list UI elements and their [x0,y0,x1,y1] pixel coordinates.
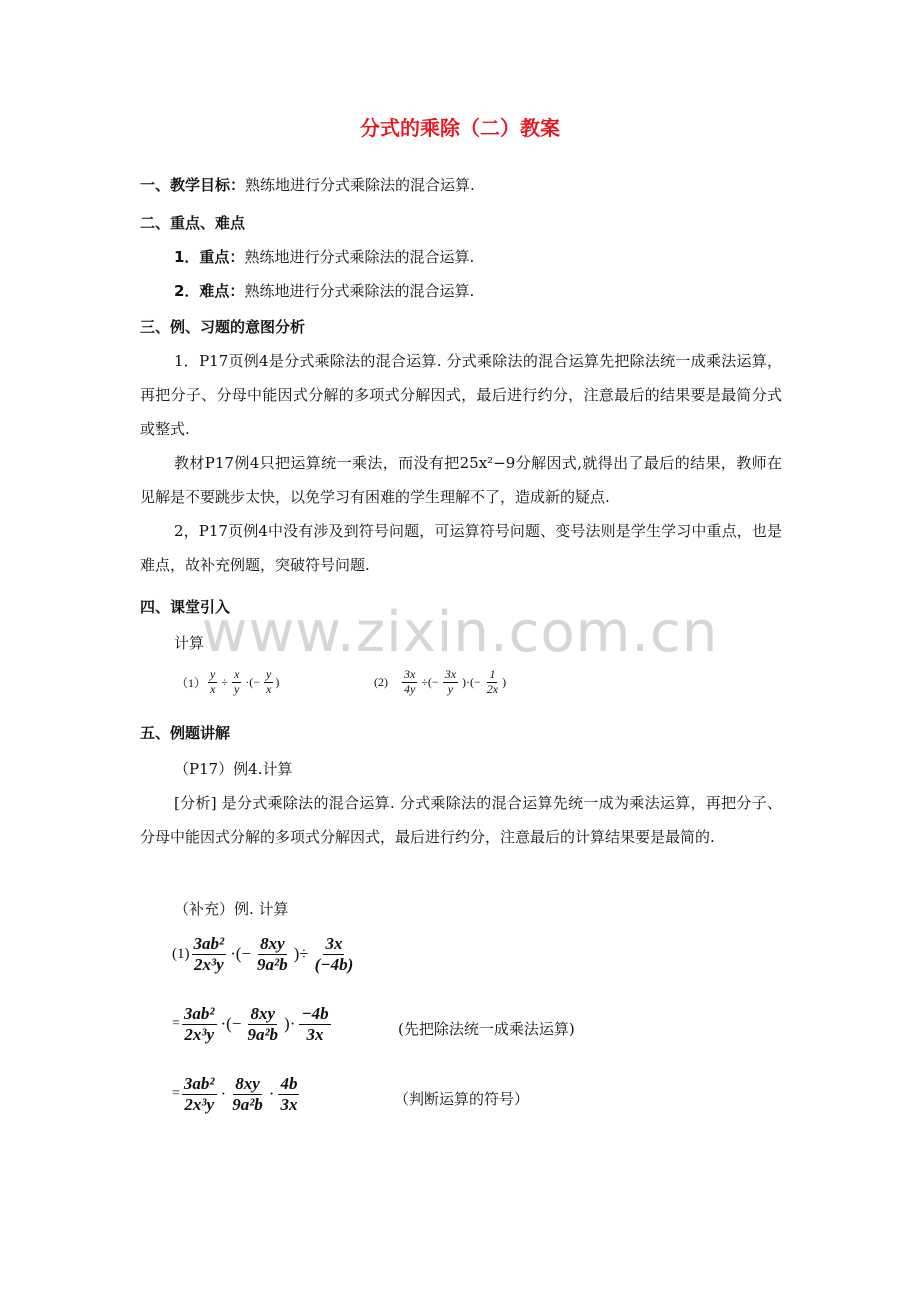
denominator: x [266,681,272,696]
operator: ÷ [221,674,228,689]
solution-step-3 [172,1074,301,1114]
operator: ·(− [220,1014,242,1034]
section-heading: 一、教学目标： [140,176,246,194]
operator: · [220,1084,227,1104]
operator: ÷(− [421,674,439,689]
fraction [182,1074,217,1114]
denominator: 9a²b [247,1024,279,1044]
operator: )· [284,1014,296,1034]
section-objectives [140,174,475,195]
numerator: 8xy [260,934,285,953]
intro-question-2 [374,668,506,697]
operator: )·(− [462,674,481,689]
fraction [443,668,458,697]
denominator: 2x³y [184,1094,215,1114]
fraction [230,1074,265,1114]
item-heading: 1．重点： [174,248,245,266]
item-heading: 2．难点： [174,282,245,300]
intro-question-1 [176,668,279,697]
paragraph: 1．P17页例4是分式乘除法的混合运算. 分式乘除法的混合运算先把除法统一成乘法运算，再把分子、分母中能因式分解的多项式分解因式，最后进行约分，注意最后的结果要是最简分式或整式. [140,352,782,438]
numerator: 3ab² [193,934,225,953]
equals-sign: = [172,1086,180,1102]
denominator: x [210,681,216,696]
fraction [192,934,227,974]
denominator: 4y [404,681,416,696]
numerator: 3ab² [183,1074,215,1093]
section-heading: 三、例、习题的意图分析 [140,318,306,336]
step-label: (1) [172,945,190,962]
section-heading: 二、重点、难点 [140,214,246,232]
fraction [485,668,500,697]
numerator: 3ab² [183,1004,215,1023]
solution-step-2 [172,1004,333,1044]
numerator: y [210,667,216,681]
section-heading: 五、例题讲解 [140,724,231,742]
fraction [255,934,290,974]
fraction [232,668,241,697]
example-label: （P17）例4.计算 [174,760,293,778]
paragraph: 教材P17例4只把运算统一乘法，而没有把25x²−9分解因式,就得出了最后的结果，教师在见解是不要跳步太快，以免学习有困难的学生理解不了，造成新的疑点. [140,454,782,506]
operator: ) [275,674,280,689]
fraction [182,1004,217,1044]
numerator: 3x [444,667,457,681]
fraction [245,1004,280,1044]
denominator: (−4b) [314,954,354,974]
step-note: (先把除法统一成乘法运算) [398,1020,575,1038]
numerator: −4b [301,1004,329,1023]
numerator: 4b [280,1074,298,1093]
denominator: 3x [280,1094,298,1114]
fraction [299,1004,330,1044]
section-heading: 四、课堂引入 [140,598,231,616]
fraction [264,668,273,697]
denominator: 9a²b [232,1094,263,1114]
item-text: 熟练地进行分式乘除法的混合运算. [244,282,475,300]
denominator: y [447,681,454,696]
question-label: (2) [374,674,388,689]
calc-label: 计算 [174,634,205,652]
fraction [278,1074,299,1114]
fraction [402,668,417,697]
page-title: 分式的乘除（二）教案 [360,116,560,140]
fraction [208,668,217,697]
numerator: x [233,667,240,681]
operator: )÷ [293,944,309,964]
denominator: 3x [306,1024,324,1044]
step-note: （判断运算的符号） [394,1090,530,1108]
operator: ·(− [245,674,261,689]
numerator: 3x [325,934,343,953]
equals-sign: = [172,1016,180,1032]
question-label: （1） [176,675,207,690]
numerator: 8xy [250,1004,276,1023]
section-text: 熟练地进行分式乘除法的混合运算. [245,176,475,194]
numerator: 8xy [235,1074,260,1093]
denominator: y [233,681,240,696]
numerator: 3x [404,667,416,681]
operator: ) [502,674,507,689]
solution-step-1 [172,934,357,974]
supplement-label: （补充）例. 计算 [174,900,289,918]
watermark: www.zixin.com.cn [201,600,719,665]
denominator: 2x [486,681,499,696]
paragraph: 2，P17页例4中没有涉及到符号问题，可运算符号问题、变号法则是学生学习中重点，也是难点，故补充例题，突破符号问题. [140,522,782,574]
item-text: 熟练地进行分式乘除法的混合运算. [244,248,475,266]
fraction [313,934,356,974]
numerator: y [266,667,272,681]
operator: ·(− [230,944,252,964]
analysis-paragraph: [分析] 是分式乘除法的混合运算. 分式乘除法的混合运算先统一成为乘法运算，再把分子、分母中能因式分解的多项式分解因式，最后进行约分，注意最后的计算结果要是最简的. [140,794,782,846]
operator: · [268,1084,275,1104]
denominator: 2x³y [193,954,224,974]
key-point [174,246,474,267]
numerator: 1 [489,667,496,681]
difficult-point [174,280,474,301]
denominator: 2x³y [184,1024,215,1044]
denominator: 9a²b [257,954,288,974]
